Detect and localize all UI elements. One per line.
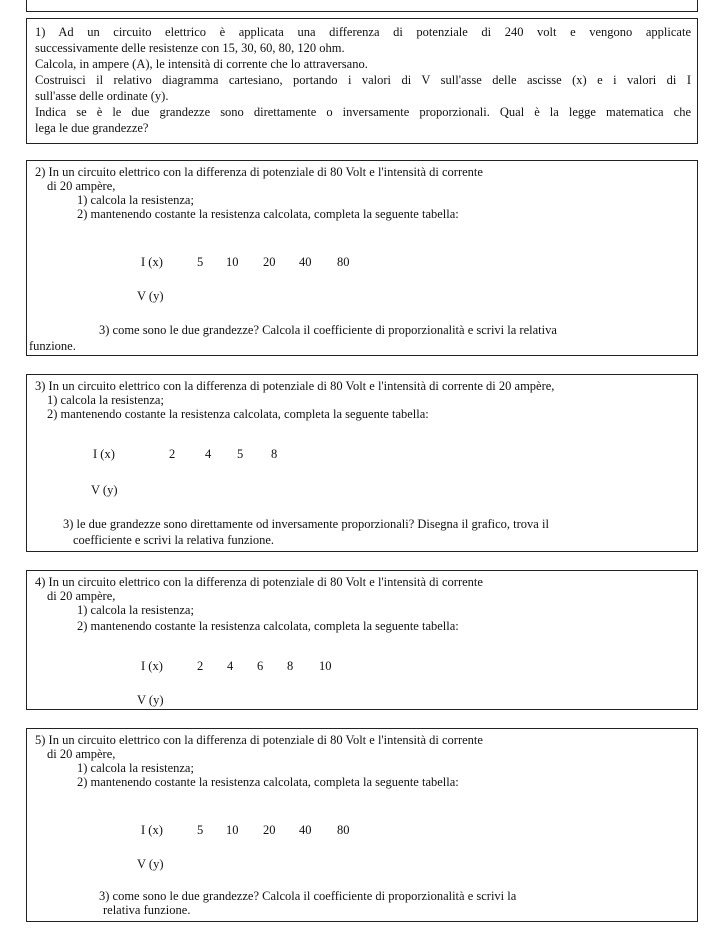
exercise-1-line: successivamente delle resistenze con 15, 30, 60, 80, 120 ohm. xyxy=(35,41,345,55)
table-cell: 20 xyxy=(263,823,276,837)
exercise-2-intro: 2) In un circuito elettrico con la differenza di potenziale di 80 Volt e l'intensità di corrente xyxy=(35,165,483,179)
exercise-2-step-1: 1) calcola la resistenza; xyxy=(77,193,194,207)
exercise-2-step-3: 3) come sono le due grandezze? Calcola il coefficiente di proporzionalità e scrivi la relativa xyxy=(99,323,557,337)
exercise-5-step-3: relativa funzione. xyxy=(103,903,191,917)
table-cell: 10 xyxy=(226,823,239,837)
exercise-2-step-3: funzione. xyxy=(29,339,76,353)
table-cell: 20 xyxy=(263,255,276,269)
exercise-4-box xyxy=(26,570,698,710)
table-label-i: I (x) xyxy=(141,823,163,837)
table-cell: 40 xyxy=(299,255,312,269)
exercise-5-step-3: 3) come sono le due grandezze? Calcola il coefficiente di proporzionalità e scrivi la xyxy=(99,889,517,903)
exercise-4-intro: di 20 ampère, xyxy=(47,589,116,603)
previous-box-bottom xyxy=(26,0,698,12)
table-cell: 5 xyxy=(197,255,204,269)
table-cell: 4 xyxy=(227,659,234,673)
table-cell: 80 xyxy=(337,255,350,269)
table-label-v: V (y) xyxy=(91,483,118,497)
exercise-3-intro: 3) In un circuito elettrico con la differenza di potenziale di 80 Volt e l'intensità di corrente di 20 ampère, xyxy=(35,379,555,393)
exercise-3-step-3: coefficiente e scrivi la relativa funzione. xyxy=(73,533,275,547)
exercise-2-intro: di 20 ampère, xyxy=(47,179,116,193)
exercise-2-step-2: 2) mantenendo costante la resistenza calcolata, completa la seguente tabella: xyxy=(77,207,459,221)
table-label-v: V (y) xyxy=(137,693,164,707)
table-cell: 4 xyxy=(205,447,212,461)
exercise-5-step-2: 2) mantenendo costante la resistenza calcolata, completa la seguente tabella: xyxy=(77,775,459,789)
exercise-5-intro: di 20 ampère, xyxy=(47,747,116,761)
table-cell: 8 xyxy=(287,659,294,673)
table-cell: 2 xyxy=(197,659,204,673)
exercise-4-step-2: 2) mantenendo costante la resistenza calcolata, completa la seguente tabella: xyxy=(77,619,459,633)
table-label-i: I (x) xyxy=(93,447,115,461)
table-cell: 40 xyxy=(299,823,312,837)
exercise-1-line: Indica se è le due grandezze sono direttamente o inversamente proporzionali. Qual è la legge matematica che xyxy=(35,105,691,119)
exercise-4-step-1: 1) calcola la resistenza; xyxy=(77,603,194,617)
exercise-5-intro: 5) In un circuito elettrico con la differenza di potenziale di 80 Volt e l'intensità di corrente xyxy=(35,733,483,747)
table-cell: 8 xyxy=(271,447,278,461)
exercise-2-box xyxy=(26,160,698,356)
table-cell: 2 xyxy=(169,447,176,461)
table-cell: 10 xyxy=(319,659,332,673)
exercise-1-line: Costruisci il relativo diagramma cartesiano, portando i valori di V sull'asse delle ascisse (x) e i valori di I xyxy=(35,73,691,87)
table-cell: 10 xyxy=(226,255,239,269)
table-cell: 6 xyxy=(257,659,264,673)
exercise-3-step-1: 1) calcola la resistenza; xyxy=(47,393,164,407)
exercise-3-step-3: 3) le due grandezze sono direttamente od inversamente proporzionali? Disegna il grafico, trova il xyxy=(63,517,549,531)
exercise-1-line: 1) Ad un circuito elettrico è applicata una differenza di potenziale di 240 volt e vengono applicate xyxy=(35,25,691,39)
exercise-1-line: sull'asse delle ordinate (y). xyxy=(35,89,169,103)
table-cell: 5 xyxy=(237,447,244,461)
exercise-1-line: Calcola, in ampere (A), le intensità di corrente che lo attraversano. xyxy=(35,57,368,71)
table-cell: 80 xyxy=(337,823,350,837)
table-cell: 5 xyxy=(197,823,204,837)
exercise-1-line: lega le due grandezze? xyxy=(35,121,149,135)
exercise-5-step-1: 1) calcola la resistenza; xyxy=(77,761,194,775)
exercise-4-intro: 4) In un circuito elettrico con la differenza di potenziale di 80 Volt e l'intensità di corrente xyxy=(35,575,483,589)
table-label-i: I (x) xyxy=(141,659,163,673)
exercise-1-box xyxy=(26,18,698,144)
table-label-v: V (y) xyxy=(137,857,164,871)
exercise-3-step-2: 2) mantenendo costante la resistenza calcolata, completa la seguente tabella: xyxy=(47,407,429,421)
exercise-3-box xyxy=(26,374,698,552)
table-label-i: I (x) xyxy=(141,255,163,269)
table-label-v: V (y) xyxy=(137,289,164,303)
exercise-5-box xyxy=(26,728,698,922)
